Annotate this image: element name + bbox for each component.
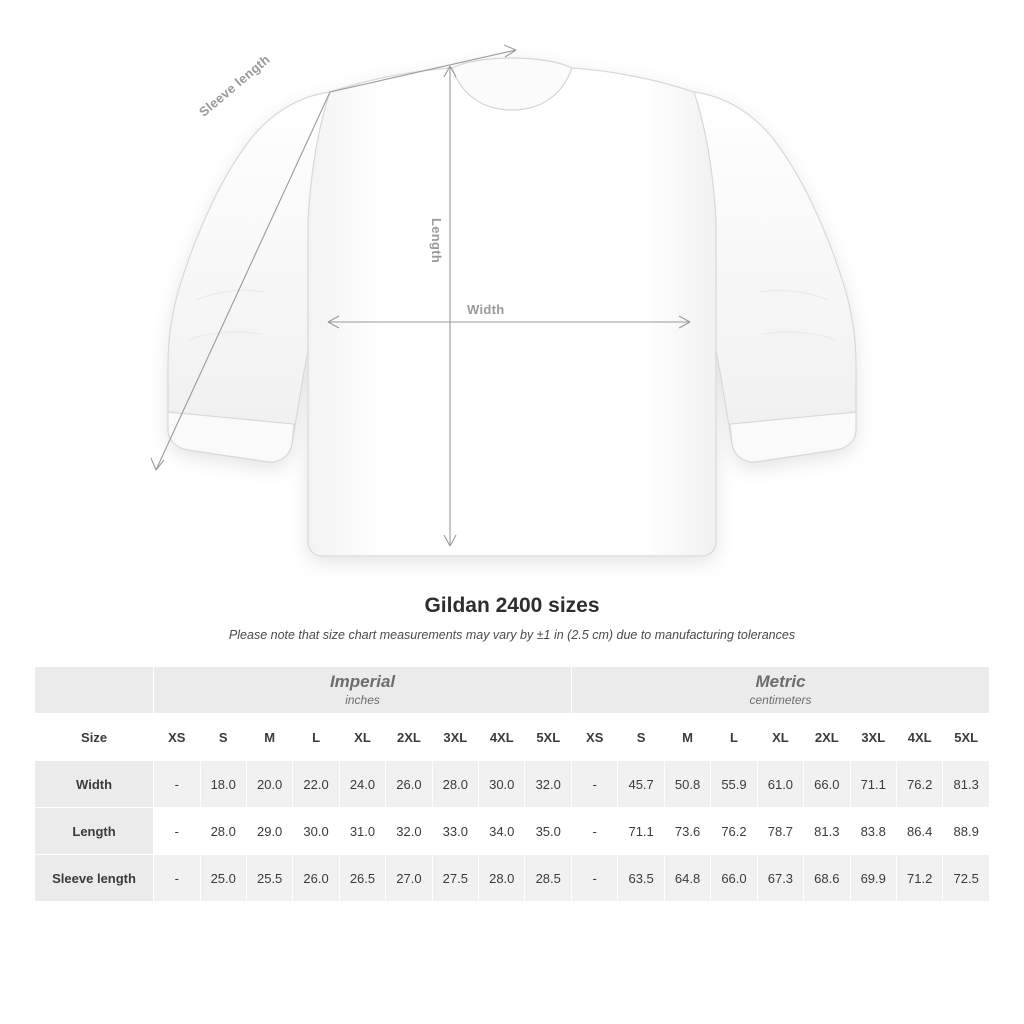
measurement-cell: 61.0: [757, 761, 803, 808]
measurement-cell: 78.7: [757, 808, 803, 855]
measurement-cell: 24.0: [339, 761, 385, 808]
measurement-cell: 33.0: [432, 808, 478, 855]
size-chart-table-wrap: [34, 666, 990, 902]
unit-subtitle: inches: [345, 693, 380, 708]
measurement-cell: 26.0: [386, 761, 432, 808]
measurement-cell: 25.0: [200, 855, 246, 902]
measurement-cell: 72.5: [943, 855, 990, 902]
measurement-label-cell: Sleeve length: [35, 855, 154, 902]
size-label-cell: Size: [35, 714, 154, 761]
measurement-cell: 26.5: [339, 855, 385, 902]
unit-header-row: [35, 667, 990, 714]
measurement-cell: -: [572, 855, 618, 902]
unit-header-cell: [154, 667, 572, 714]
measurement-cell: 35.0: [525, 808, 572, 855]
unit-subtitle: centimeters: [749, 693, 812, 708]
measurement-cell: 18.0: [200, 761, 246, 808]
table-row: [35, 808, 990, 855]
measurement-cell: 28.5: [525, 855, 572, 902]
size-header-row: [35, 714, 990, 761]
measurement-cell: 76.2: [711, 808, 757, 855]
measurement-cell: 45.7: [618, 761, 664, 808]
measurement-cell: 28.0: [200, 808, 246, 855]
measurement-cell: 88.9: [943, 808, 990, 855]
page-title: Gildan 2400 sizes: [424, 594, 600, 617]
unit-name: Metric: [755, 671, 806, 691]
measurement-cell: 25.5: [246, 855, 292, 902]
sleeve-length-label: Sleeve length: [196, 51, 273, 120]
measurement-cell: 22.0: [293, 761, 339, 808]
size-header-cell: L: [293, 714, 339, 761]
size-header-cell: 2XL: [386, 714, 432, 761]
measurement-cell: 27.0: [386, 855, 432, 902]
table-row: [35, 761, 990, 808]
size-header-cell: 2XL: [804, 714, 850, 761]
shirt-body: [168, 58, 856, 556]
size-header-cell: M: [664, 714, 710, 761]
size-header-cell: 3XL: [432, 714, 478, 761]
size-header-cell: M: [246, 714, 292, 761]
size-header-cell: XL: [339, 714, 385, 761]
measurement-cell: 55.9: [711, 761, 757, 808]
measurement-cell: 71.1: [618, 808, 664, 855]
measurement-cell: 67.3: [757, 855, 803, 902]
measurement-cell: 26.0: [293, 855, 339, 902]
length-label: Length: [429, 218, 444, 264]
unit-name: Imperial: [329, 671, 396, 691]
measurement-cell: 66.0: [804, 761, 850, 808]
size-header-cell: XS: [154, 714, 200, 761]
measurement-cell: 81.3: [943, 761, 990, 808]
measurement-cell: 71.1: [850, 761, 896, 808]
tolerance-note: Please note that size chart measurements may vary by ±1 in (2.5 cm) due to manufacturing tolerances: [228, 628, 796, 642]
measurement-label-cell: Length: [35, 808, 154, 855]
measurement-cell: 31.0: [339, 808, 385, 855]
measurement-cell: 63.5: [618, 855, 664, 902]
measurement-cell: 81.3: [804, 808, 850, 855]
size-header-cell: XL: [757, 714, 803, 761]
measurement-cell: -: [572, 808, 618, 855]
measurement-cell: 83.8: [850, 808, 896, 855]
measurement-cell: 69.9: [850, 855, 896, 902]
table-row: [35, 855, 990, 902]
measurement-cell: 28.0: [479, 855, 525, 902]
measurement-cell: 29.0: [246, 808, 292, 855]
measurement-cell: 76.2: [896, 761, 942, 808]
measurement-cell: -: [572, 761, 618, 808]
size-header-cell: L: [711, 714, 757, 761]
measurement-cell: 71.2: [896, 855, 942, 902]
size-header-cell: XS: [572, 714, 618, 761]
measurement-cell: 86.4: [896, 808, 942, 855]
measurement-label-cell: Width: [35, 761, 154, 808]
size-chart-table: [34, 666, 990, 902]
measurement-cell: -: [154, 855, 200, 902]
measurement-cell: -: [154, 808, 200, 855]
measurement-cell: 32.0: [525, 761, 572, 808]
measurement-cell: 50.8: [664, 761, 710, 808]
measurement-cell: 64.8: [664, 855, 710, 902]
unit-header-blank: [35, 667, 154, 714]
measurement-cell: 68.6: [804, 855, 850, 902]
measurement-cell: 20.0: [246, 761, 292, 808]
size-header-cell: 3XL: [850, 714, 896, 761]
measurement-cell: 32.0: [386, 808, 432, 855]
size-header-cell: S: [200, 714, 246, 761]
measurement-cell: 27.5: [432, 855, 478, 902]
title-block: [0, 594, 1024, 642]
width-label: Width: [467, 302, 505, 317]
measurement-cell: 28.0: [432, 761, 478, 808]
measurement-cell: 30.0: [479, 761, 525, 808]
size-header-cell: 4XL: [479, 714, 525, 761]
size-header-cell: 5XL: [943, 714, 990, 761]
size-header-cell: S: [618, 714, 664, 761]
measurement-cell: 73.6: [664, 808, 710, 855]
measurement-cell: 34.0: [479, 808, 525, 855]
measurement-cell: -: [154, 761, 200, 808]
measurement-cell: 66.0: [711, 855, 757, 902]
size-header-cell: 4XL: [896, 714, 942, 761]
measurement-cell: 30.0: [293, 808, 339, 855]
unit-header-cell: [572, 667, 990, 714]
size-header-cell: 5XL: [525, 714, 572, 761]
